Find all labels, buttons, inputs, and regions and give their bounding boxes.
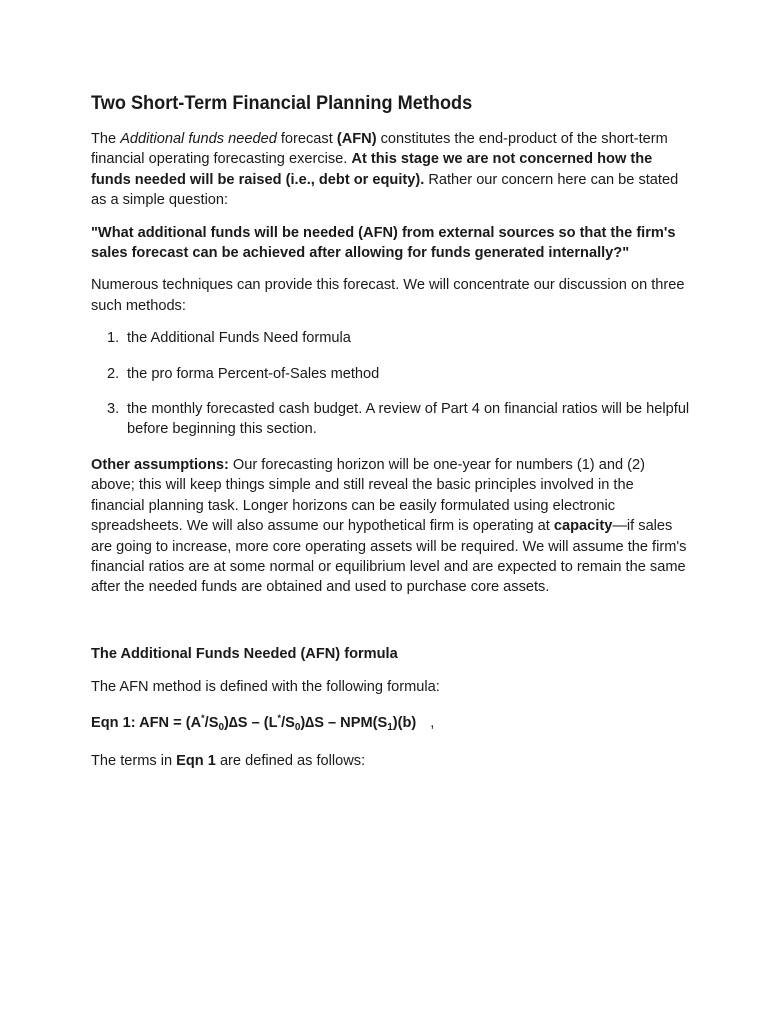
equation-superscript: * (277, 712, 282, 723)
terms-text: are defined as follows: (215, 752, 366, 769)
equation-part: /S (204, 714, 219, 731)
list-text: the Additional Funds Need formula (127, 330, 351, 347)
assumptions-label: Other assumptions: (91, 456, 229, 473)
intro-bold-statement: At this stage we are not concerned how the funds needed will be raised (i.e., debt or equity). (91, 151, 653, 188)
list-item (91, 399, 691, 440)
terms-text: The terms in (91, 752, 177, 769)
afn-italic-term: Additional funds needed (120, 131, 277, 147)
assumptions-text: —if sales are going to increase, more core operating assets will be required. We will assume the firm's financial ratios are at some normal or equilibrium level and are expected to remain the same after the needed funds are obtained and used to purchase core assets. (91, 518, 687, 596)
list-number: 2. (107, 365, 120, 382)
list-item (91, 328, 691, 348)
capacity-term: capacity (553, 518, 613, 535)
equation-superscript: * (201, 712, 205, 723)
list-item (91, 364, 691, 384)
equation-comma: , (430, 714, 435, 731)
afn-abbrev: (AFN) (336, 131, 377, 147)
equation-part: /S (281, 714, 295, 731)
equation-subscript: 0 (294, 721, 301, 733)
intro-text: constitutes the end-product of the short-term financial operating forecasting exercise. (91, 131, 668, 168)
equation-part: )∆S – (L (224, 714, 278, 731)
equation-subscript: 0 (218, 721, 225, 733)
techniques-paragraph: Numerous techniques can provide this forecast. We will concentrate our discussion on three such methods: (91, 277, 685, 314)
intro-text: The (91, 131, 121, 147)
equation-subscript: 1 (387, 721, 393, 733)
equation-part: )∆S – NPM(S (300, 714, 388, 731)
section-heading: The Additional Funds Needed (AFN) formula (91, 645, 398, 662)
intro-text: forecast (276, 131, 337, 147)
equation-part: Eqn 1: AFN = (A (91, 714, 202, 731)
list-text: the monthly forecasted cash budget. A review of Part 4 on financial ratios will be helpful before beginning this section. (127, 401, 690, 438)
assumptions-paragraph (91, 455, 691, 598)
document-page (91, 88, 691, 783)
terms-paragraph (91, 751, 691, 771)
equation (91, 713, 691, 733)
key-question: "What additional funds will be needed (AFN) from external sources so that the firm's sales forecast can be achieved after allowing for funds generated internally?" (91, 224, 676, 262)
assumptions-text: Our forecasting horizon will be one-year for numbers (1) and (2) above; this will keep things simple and still reveal the basic principles involved in the financial planning task. Longer horizons can be easily formulated using electronic spreadsheets. We will also assume our hypothetical firm is operating at (91, 456, 645, 535)
intro-text: Rather our concern here can be stated as a simple question: (91, 171, 679, 209)
eqn-reference: Eqn 1 (176, 752, 216, 769)
list-text: the pro forma Percent-of-Sales method (127, 365, 380, 382)
equation-part: )(b) (392, 714, 417, 731)
list-number: 3. (107, 401, 120, 418)
methods-list (91, 328, 691, 440)
intro-paragraph (91, 129, 691, 211)
afn-intro-paragraph: The AFN method is defined with the following formula: (91, 679, 440, 696)
list-number: 1. (107, 330, 120, 347)
page-title: Two Short-Term Financial Planning Methods (91, 92, 473, 114)
